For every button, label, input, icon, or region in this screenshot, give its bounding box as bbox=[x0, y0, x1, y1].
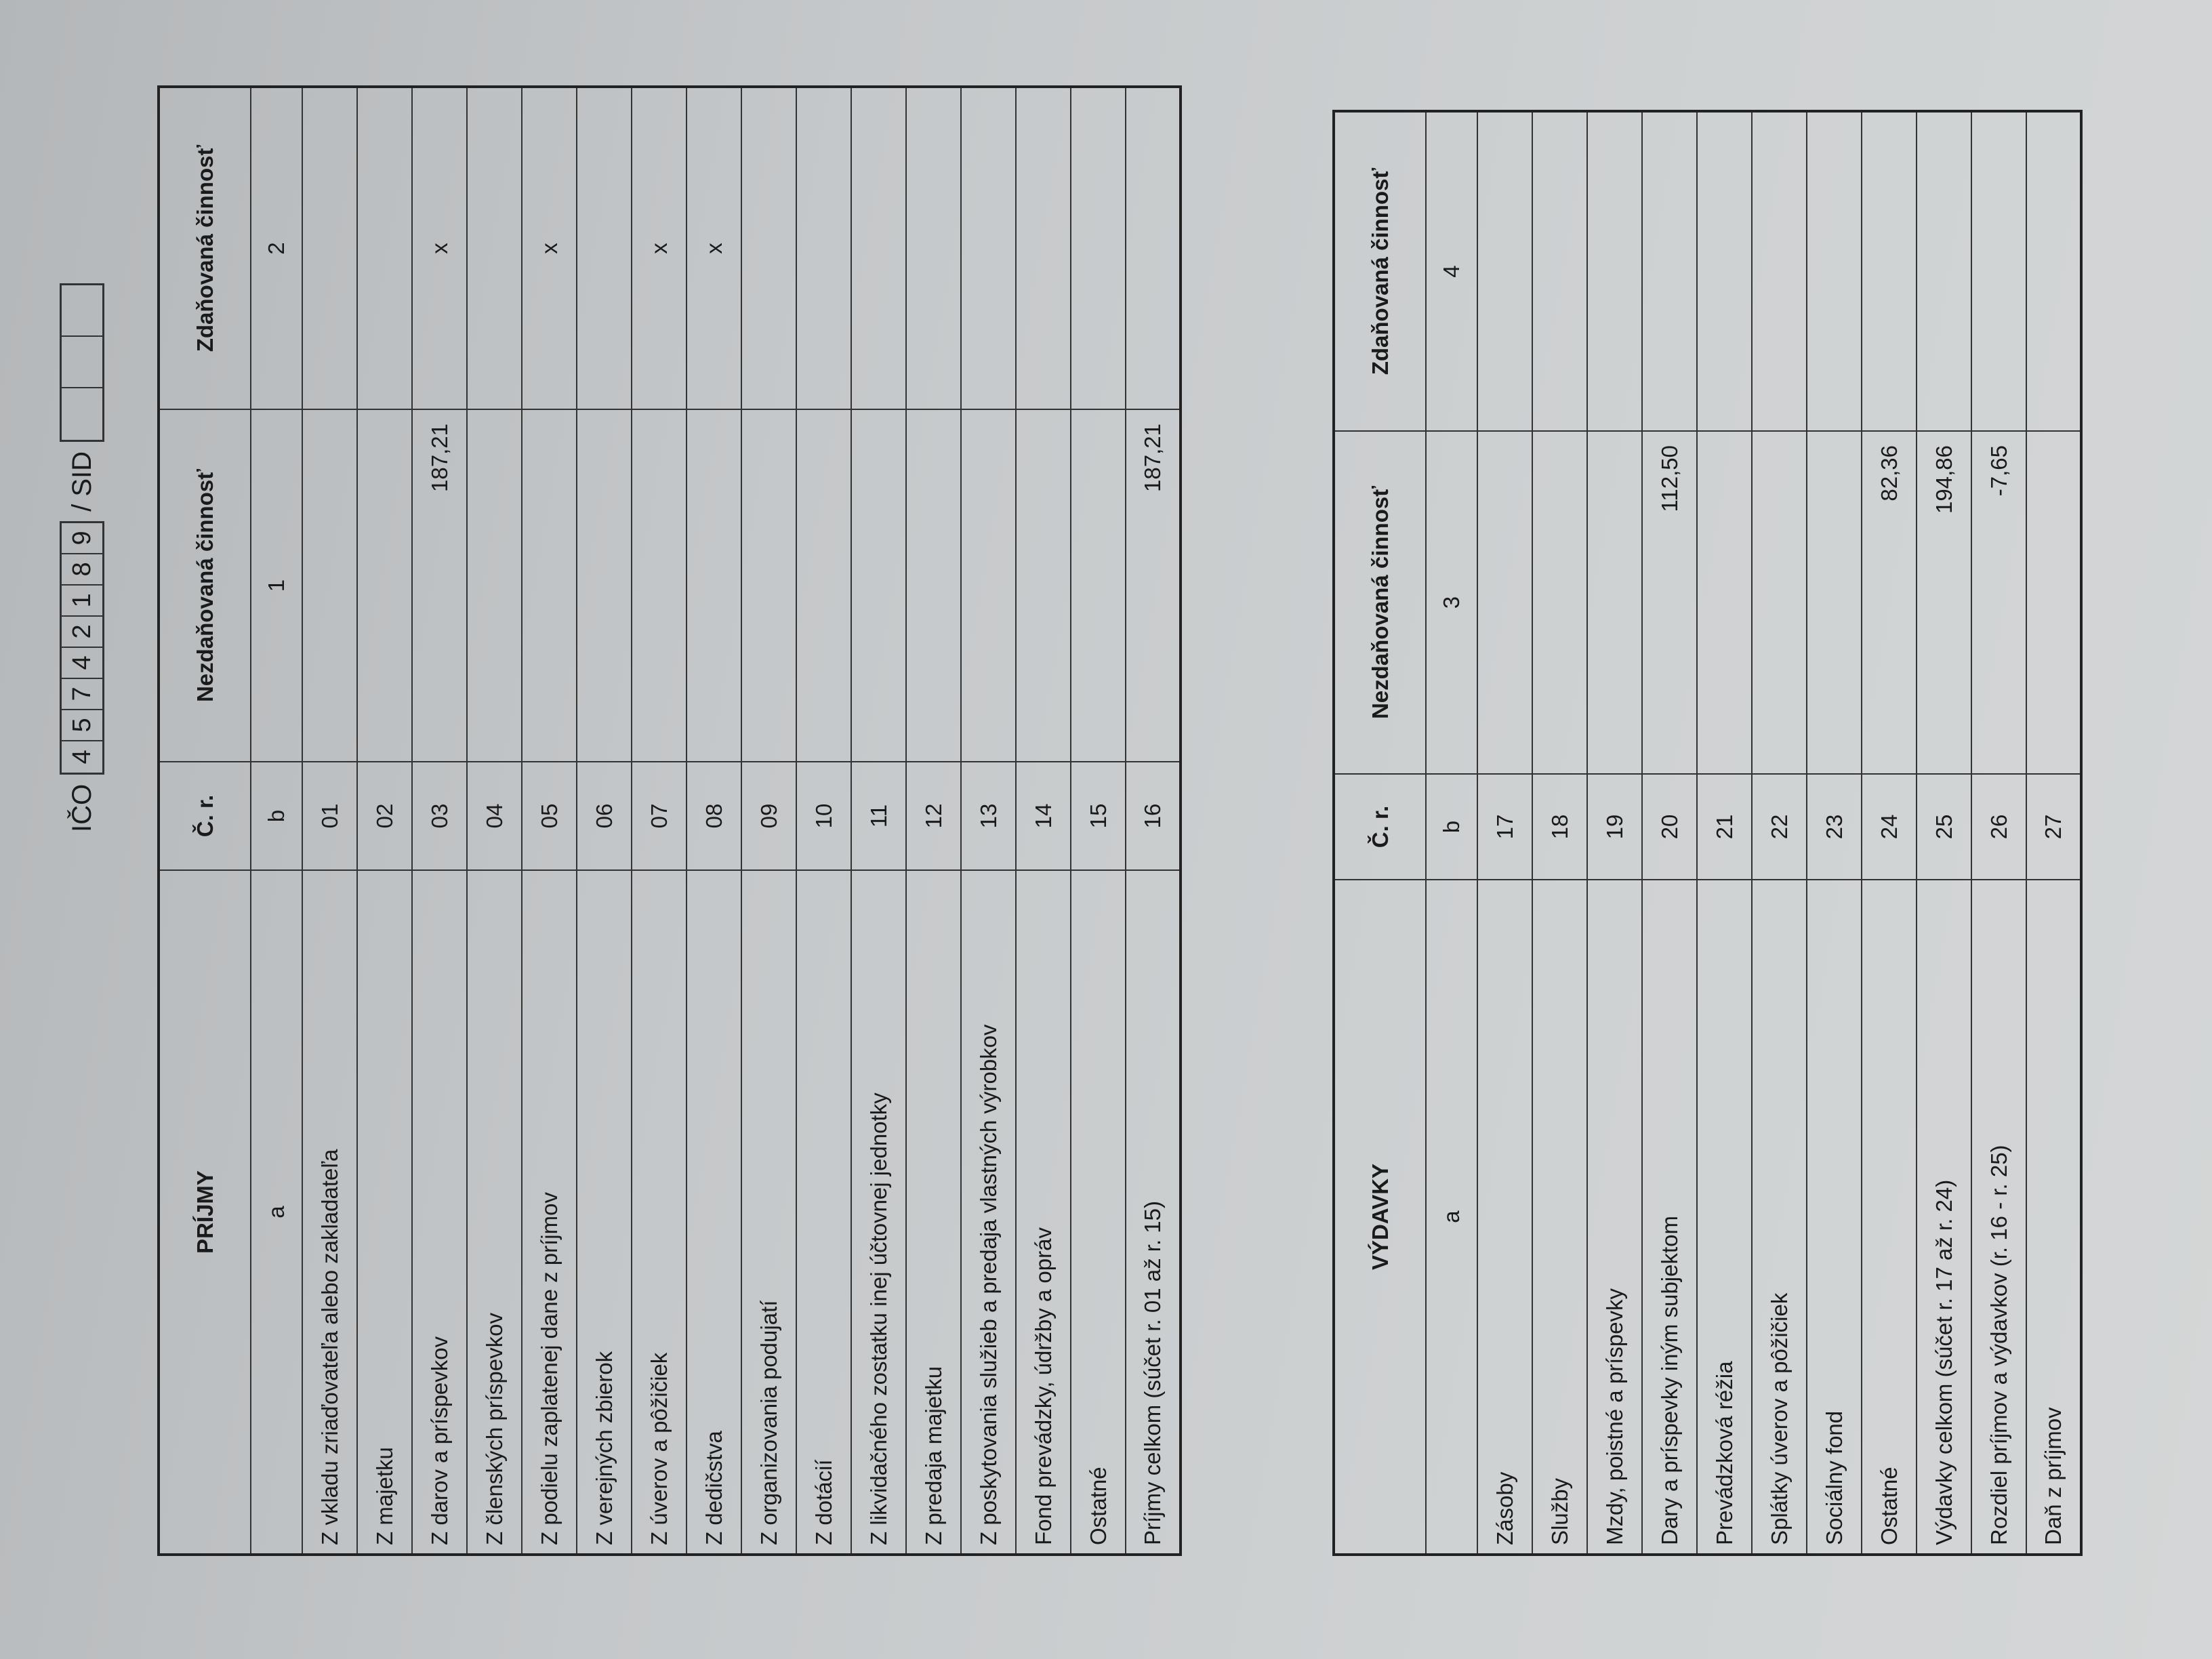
table-row bbox=[1642, 111, 1697, 1555]
row-number: 14 bbox=[1016, 762, 1071, 870]
income-subheader-row bbox=[251, 87, 302, 1555]
row-nontaxable-value: 112,50 bbox=[1642, 431, 1697, 774]
row-label: Z majetku bbox=[357, 870, 412, 1555]
expense-rownum-header: Č. r. bbox=[1334, 774, 1426, 880]
sid-label: / SID bbox=[66, 451, 97, 512]
row-number: 17 bbox=[1477, 774, 1532, 880]
table-row bbox=[1917, 111, 1971, 1555]
row-nontaxable-value bbox=[1752, 431, 1807, 774]
income-sub-2: 2 bbox=[251, 87, 302, 409]
income-sub-1: 1 bbox=[251, 409, 302, 762]
table-row bbox=[1126, 87, 1181, 1555]
row-nontaxable-value: 82,36 bbox=[1862, 431, 1917, 774]
row-label: Dary a príspevky iným subjektom bbox=[1642, 880, 1697, 1555]
row-taxable-value bbox=[2026, 111, 2081, 431]
row-nontaxable-value: -7,65 bbox=[1971, 431, 2026, 774]
expense-nontaxable-header: Nezdaňovaná činnosť bbox=[1334, 431, 1426, 774]
row-number: 11 bbox=[851, 762, 906, 870]
income-header-row bbox=[159, 87, 251, 1555]
row-nontaxable-value bbox=[1071, 409, 1126, 762]
row-number: 12 bbox=[906, 762, 961, 870]
row-label: Prevádzková réžia bbox=[1697, 880, 1752, 1555]
expense-rows bbox=[1477, 111, 2081, 1555]
ico-digit: 5 bbox=[62, 710, 102, 741]
table-row bbox=[1752, 111, 1807, 1555]
row-taxable-value bbox=[302, 87, 357, 409]
row-nontaxable-value bbox=[906, 409, 961, 762]
row-taxable-value: x bbox=[412, 87, 467, 409]
table-row bbox=[1532, 111, 1587, 1555]
income-sub-b: b bbox=[251, 762, 302, 870]
row-taxable-value bbox=[1016, 87, 1071, 409]
income-table bbox=[157, 85, 1182, 1556]
table-row bbox=[412, 87, 467, 1555]
table-row bbox=[522, 87, 577, 1555]
table-row bbox=[1071, 87, 1126, 1555]
table-row bbox=[741, 87, 796, 1555]
ico-digit: 7 bbox=[62, 679, 102, 710]
row-nontaxable-value bbox=[357, 409, 412, 762]
table-row bbox=[357, 87, 412, 1555]
row-number: 26 bbox=[1971, 774, 2026, 880]
ico-digit: 1 bbox=[62, 586, 102, 617]
row-nontaxable-value bbox=[1587, 431, 1642, 774]
ico-header bbox=[60, 283, 104, 832]
row-label: Z predaja majetku bbox=[906, 870, 961, 1555]
row-number: 02 bbox=[357, 762, 412, 870]
row-nontaxable-value bbox=[632, 409, 687, 762]
row-taxable-value: x bbox=[522, 87, 577, 409]
row-taxable-value bbox=[1697, 111, 1752, 431]
row-nontaxable-value bbox=[577, 409, 632, 762]
row-nontaxable-value bbox=[302, 409, 357, 762]
row-label: Daň z príjmov bbox=[2026, 880, 2081, 1555]
row-taxable-value bbox=[1532, 111, 1587, 431]
row-number: 10 bbox=[796, 762, 851, 870]
expense-sub-4: 4 bbox=[1426, 111, 1477, 431]
row-taxable-value: x bbox=[687, 87, 741, 409]
income-nontaxable-header: Nezdaňovaná činnosť bbox=[159, 409, 251, 762]
row-label: Z dotácií bbox=[796, 870, 851, 1555]
income-taxable-header: Zdaňovaná činnosť bbox=[159, 87, 251, 409]
row-taxable-value bbox=[1862, 111, 1917, 431]
row-taxable-value bbox=[1917, 111, 1971, 431]
row-label: Výdavky celkom (súčet r. 17 až r. 24) bbox=[1917, 880, 1971, 1555]
row-taxable-value bbox=[1126, 87, 1181, 409]
row-taxable-value bbox=[1807, 111, 1862, 431]
row-nontaxable-value bbox=[1697, 431, 1752, 774]
expense-subheader-row bbox=[1426, 111, 1477, 1555]
row-nontaxable-value bbox=[851, 409, 906, 762]
row-label: Z likvidačného zostatku inej účtovnej jednotky bbox=[851, 870, 906, 1555]
expense-title: VÝDAVKY bbox=[1334, 880, 1426, 1555]
income-title: PRÍJMY bbox=[159, 870, 251, 1555]
table-row bbox=[632, 87, 687, 1555]
row-nontaxable-value bbox=[522, 409, 577, 762]
row-label: Zásoby bbox=[1477, 880, 1532, 1555]
ico-digit: 8 bbox=[62, 554, 102, 586]
row-taxable-value bbox=[961, 87, 1016, 409]
row-taxable-value bbox=[1477, 111, 1532, 431]
ico-digit-boxes bbox=[60, 521, 104, 775]
row-nontaxable-value bbox=[961, 409, 1016, 762]
row-label: Fond prevádzky, údržby a opráv bbox=[1016, 870, 1071, 1555]
row-number: 15 bbox=[1071, 762, 1126, 870]
table-row bbox=[961, 87, 1016, 1555]
row-number: 01 bbox=[302, 762, 357, 870]
row-nontaxable-value bbox=[1016, 409, 1071, 762]
row-label: Z organizovania podujatí bbox=[741, 870, 796, 1555]
row-nontaxable-value bbox=[687, 409, 741, 762]
income-sub-a: a bbox=[251, 870, 302, 1555]
row-label: Splátky úverov a pôžičiek bbox=[1752, 880, 1807, 1555]
ico-digit: 9 bbox=[62, 523, 102, 554]
row-taxable-value bbox=[851, 87, 906, 409]
table-row bbox=[1807, 111, 1862, 1555]
row-label: Z úverov a pôžičiek bbox=[632, 870, 687, 1555]
income-rows bbox=[302, 87, 1181, 1555]
row-taxable-value bbox=[741, 87, 796, 409]
row-label: Služby bbox=[1532, 880, 1587, 1555]
expense-header-row bbox=[1334, 111, 1426, 1555]
row-nontaxable-value: 194,86 bbox=[1917, 431, 1971, 774]
row-label: Ostatné bbox=[1862, 880, 1917, 1555]
row-number: 18 bbox=[1532, 774, 1587, 880]
sid-box bbox=[62, 285, 102, 337]
row-nontaxable-value: 187,21 bbox=[412, 409, 467, 762]
row-nontaxable-value bbox=[467, 409, 522, 762]
ico-digit: 4 bbox=[67, 750, 96, 764]
ico-digit: 4 bbox=[62, 648, 102, 679]
row-number: 21 bbox=[1697, 774, 1752, 880]
expense-sub-a: a bbox=[1426, 880, 1477, 1555]
row-taxable-value bbox=[906, 87, 961, 409]
row-number: 06 bbox=[577, 762, 632, 870]
row-taxable-value bbox=[1587, 111, 1642, 431]
row-nontaxable-value bbox=[796, 409, 851, 762]
row-label: Z podielu zaplatenej dane z príjmov bbox=[522, 870, 577, 1555]
row-number: 07 bbox=[632, 762, 687, 870]
row-label: Z poskytovania služieb a predaja vlastných výrobkov bbox=[961, 870, 1016, 1555]
row-number: 13 bbox=[961, 762, 1016, 870]
row-label: Mzdy, poistné a príspevky bbox=[1587, 880, 1642, 1555]
row-label: Z vkladu zriaďovateľa alebo zakladateľa bbox=[302, 870, 357, 1555]
table-row bbox=[302, 87, 357, 1555]
expense-table bbox=[1332, 110, 2083, 1556]
row-taxable-value bbox=[577, 87, 632, 409]
row-number: 03 bbox=[412, 762, 467, 870]
table-row bbox=[906, 87, 961, 1555]
row-nontaxable-value: 187,21 bbox=[1126, 409, 1181, 762]
row-taxable-value bbox=[357, 87, 412, 409]
row-number: 09 bbox=[741, 762, 796, 870]
row-number: 20 bbox=[1642, 774, 1697, 880]
row-taxable-value bbox=[467, 87, 522, 409]
row-number: 19 bbox=[1587, 774, 1642, 880]
expense-sub-3: 3 bbox=[1426, 431, 1477, 774]
table-row bbox=[1697, 111, 1752, 1555]
row-taxable-value bbox=[1752, 111, 1807, 431]
row-nontaxable-value bbox=[1477, 431, 1532, 774]
row-number: 23 bbox=[1807, 774, 1862, 880]
row-number: 04 bbox=[467, 762, 522, 870]
table-row bbox=[467, 87, 522, 1555]
row-number: 16 bbox=[1126, 762, 1181, 870]
row-number: 05 bbox=[522, 762, 577, 870]
table-row bbox=[1477, 111, 1532, 1555]
expense-sub-b: b bbox=[1426, 774, 1477, 880]
row-nontaxable-value bbox=[1807, 431, 1862, 774]
row-number: 25 bbox=[1917, 774, 1971, 880]
row-nontaxable-value bbox=[1532, 431, 1587, 774]
row-label: Rozdiel príjmov a výdavkov (r. 16 - r. 25) bbox=[1971, 880, 2026, 1555]
row-nontaxable-value bbox=[2026, 431, 2081, 774]
row-label: Z dedičstva bbox=[687, 870, 741, 1555]
row-taxable-value bbox=[1971, 111, 2026, 431]
table-row bbox=[1862, 111, 1917, 1555]
table-row bbox=[851, 87, 906, 1555]
row-label: Z verejných zbierok bbox=[577, 870, 632, 1555]
row-nontaxable-value bbox=[741, 409, 796, 762]
table-row bbox=[1016, 87, 1071, 1555]
row-number: 27 bbox=[2026, 774, 2081, 880]
row-taxable-value bbox=[1071, 87, 1126, 409]
table-row bbox=[1587, 111, 1642, 1555]
row-number: 24 bbox=[1862, 774, 1917, 880]
row-taxable-value: x bbox=[632, 87, 687, 409]
table-row bbox=[1971, 111, 2026, 1555]
row-number: 08 bbox=[687, 762, 741, 870]
row-taxable-value bbox=[796, 87, 851, 409]
row-number: 22 bbox=[1752, 774, 1807, 880]
table-row bbox=[577, 87, 632, 1555]
row-label: Príjmy celkom (súčet r. 01 až r. 15) bbox=[1126, 870, 1181, 1555]
ico-digit: 2 bbox=[62, 617, 102, 648]
table-row bbox=[2026, 111, 2081, 1555]
table-row bbox=[796, 87, 851, 1555]
sid-box bbox=[62, 388, 102, 440]
sid-boxes bbox=[60, 283, 104, 442]
income-rownum-header: Č. r. bbox=[159, 762, 251, 870]
expense-taxable-header: Zdaňovaná činnosť bbox=[1334, 111, 1426, 431]
sid-box bbox=[62, 337, 102, 388]
table-row bbox=[687, 87, 741, 1555]
row-label: Sociálny fond bbox=[1807, 880, 1862, 1555]
row-taxable-value bbox=[1642, 111, 1697, 431]
ico-label: IČO bbox=[66, 783, 97, 832]
row-label: Ostatné bbox=[1071, 870, 1126, 1555]
row-label: Z darov a príspevkov bbox=[412, 870, 467, 1555]
row-label: Z členských príspevkov bbox=[467, 870, 522, 1555]
